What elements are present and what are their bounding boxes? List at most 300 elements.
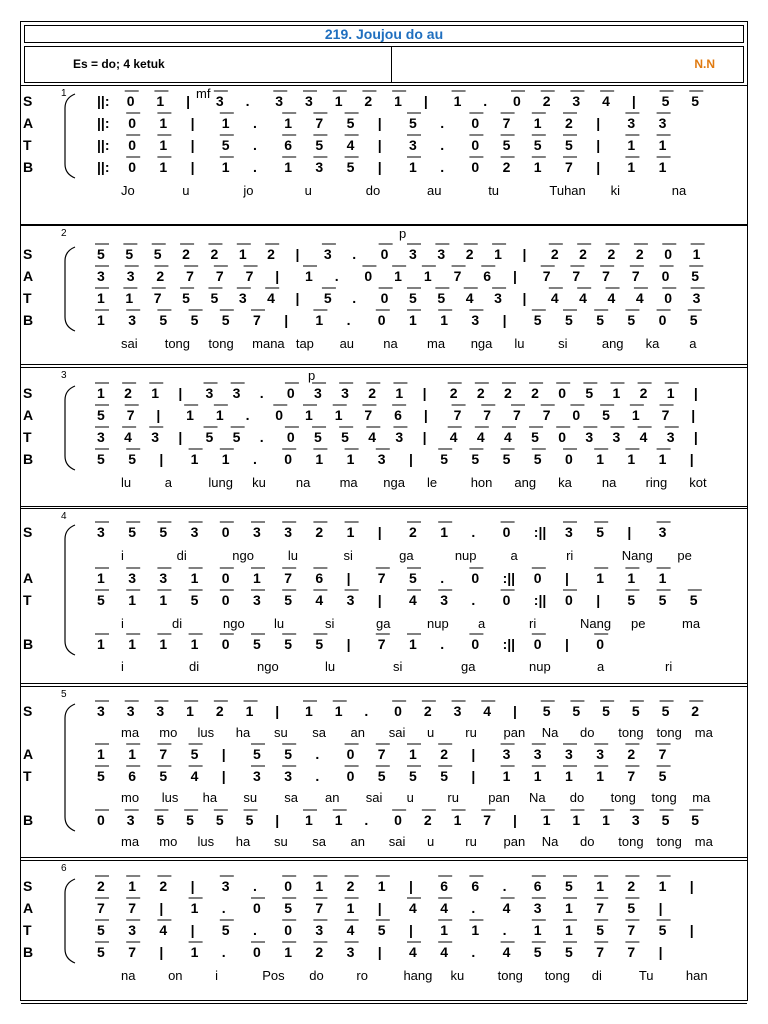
barline: |	[471, 746, 476, 762]
note: 1	[128, 592, 136, 608]
note: 7	[502, 115, 511, 131]
note: 0	[346, 746, 355, 762]
note: .	[334, 268, 339, 284]
note: 0	[97, 812, 105, 828]
note: 3	[658, 115, 667, 131]
note: 2	[267, 246, 275, 262]
lyric-syllable: di	[172, 616, 183, 631]
lyric-syllable: tong	[497, 968, 523, 983]
note: 3	[232, 385, 241, 401]
voice-label-b: B	[23, 812, 34, 828]
note: 4	[409, 900, 417, 916]
note: 1	[572, 812, 581, 828]
note: 3	[315, 159, 324, 175]
lyric-syllable: do	[580, 834, 595, 849]
note: 7	[377, 636, 386, 652]
note: 5	[531, 429, 539, 445]
note: 0	[558, 385, 567, 401]
note: 1	[156, 93, 165, 109]
note: 7	[661, 407, 670, 423]
brace	[65, 94, 75, 178]
note: .	[471, 524, 476, 540]
note: .	[259, 429, 264, 445]
note: 5	[221, 922, 230, 938]
note: 5	[346, 115, 355, 131]
barline: ||:	[97, 159, 110, 175]
note: .	[483, 93, 488, 109]
lyric-syllable: di	[189, 659, 200, 674]
note: 1	[377, 878, 386, 894]
lyric-syllable: ma	[692, 790, 711, 805]
voice-label-b: B	[23, 159, 34, 175]
lyric-syllable: do	[309, 968, 324, 983]
note: 1	[334, 93, 343, 109]
note: 2	[124, 385, 132, 401]
note: 3	[190, 524, 199, 540]
lyric-syllable: sai	[365, 790, 383, 805]
lyric-syllable: si	[343, 548, 353, 563]
lyric-syllable: tong	[164, 336, 191, 351]
system-notation	[21, 368, 747, 506]
note: 3	[585, 429, 594, 445]
note: 5	[658, 592, 667, 608]
barline: |	[565, 636, 569, 652]
lyric-syllable: sai	[388, 725, 406, 740]
note: 7	[658, 746, 667, 762]
barline: |	[190, 922, 195, 938]
barline: |	[423, 407, 428, 423]
note: 7	[153, 290, 162, 306]
note: 0	[286, 429, 295, 445]
note: 2	[423, 812, 432, 828]
note: 6	[440, 878, 448, 894]
note: .	[440, 115, 445, 131]
note: 1	[596, 878, 604, 894]
voice-label-s: S	[23, 524, 33, 540]
barline: ||:	[97, 93, 110, 109]
note: 5	[159, 768, 168, 784]
note: .	[352, 246, 357, 262]
note: 3	[238, 290, 247, 306]
lyric-syllable: ku	[252, 475, 266, 490]
note: .	[364, 703, 369, 719]
note: 7	[284, 570, 292, 586]
barline: |	[377, 944, 382, 960]
brace	[65, 704, 75, 831]
note: 1	[125, 290, 134, 306]
note: 5	[97, 944, 105, 960]
note: 1	[159, 159, 168, 175]
note: .	[253, 137, 257, 153]
note: 3	[128, 570, 136, 586]
note: 1	[305, 812, 313, 828]
lyric-syllable: hang	[403, 968, 433, 983]
note: 0	[565, 451, 573, 467]
note: 4	[635, 290, 644, 306]
lyric-syllable: lung	[208, 475, 234, 490]
lyric-syllable: pe	[631, 616, 646, 631]
lyric-syllable: ri	[566, 548, 574, 563]
barline: |	[423, 93, 428, 109]
note: 1	[692, 246, 701, 262]
note: 5	[232, 429, 241, 445]
note: 5	[471, 451, 480, 467]
lyric-syllable: sa	[284, 790, 298, 805]
note: 2	[364, 93, 373, 109]
note: 1	[409, 159, 417, 175]
note: 5	[314, 429, 322, 445]
lyric-syllable: si	[393, 659, 403, 674]
voice-label-t: T	[23, 922, 32, 938]
lyric-syllable: a	[478, 616, 486, 631]
note: 1	[151, 385, 160, 401]
lyric-syllable: u	[182, 183, 190, 198]
note: 7	[542, 268, 551, 284]
system-number: 6	[61, 863, 67, 874]
note: 1	[596, 451, 604, 467]
note: 3	[453, 703, 462, 719]
system-notation	[21, 861, 747, 1003]
note: 3	[471, 312, 480, 328]
barline: |	[689, 878, 694, 894]
lyric-syllable: ru	[447, 790, 459, 805]
note: 1	[627, 137, 636, 153]
note: 5	[627, 900, 636, 916]
note: 1	[159, 636, 168, 652]
note: 1	[602, 812, 610, 828]
note: 5	[689, 592, 698, 608]
lyric-syllable: tong	[544, 968, 571, 983]
note: 7	[215, 268, 224, 284]
note: 4	[346, 922, 355, 938]
note: 5	[284, 746, 292, 762]
note: 1	[542, 812, 551, 828]
lyric-syllable: ru	[465, 834, 477, 849]
note: 0	[128, 137, 136, 153]
note: 3	[128, 312, 136, 328]
lyric-syllable: a	[597, 659, 605, 674]
note: 2	[565, 115, 573, 131]
note: 0	[221, 524, 230, 540]
note: 2	[627, 746, 636, 762]
lyric-syllable: ka	[645, 336, 660, 351]
barline: |	[178, 385, 183, 401]
barline: |	[596, 592, 601, 608]
note: 1	[502, 768, 511, 784]
note: 3	[128, 922, 136, 938]
note: .	[471, 592, 476, 608]
lyric-syllable: di	[591, 968, 602, 983]
lyric-syllable: su	[274, 834, 288, 849]
note: 3	[221, 878, 230, 894]
barline: |	[565, 570, 569, 586]
barline: |	[221, 746, 226, 762]
note: 5	[315, 636, 324, 652]
barline: |	[159, 944, 164, 960]
note: 5	[409, 290, 417, 306]
note: 5	[565, 312, 573, 328]
lyric-syllable: sai	[121, 336, 138, 351]
note: 7	[627, 922, 636, 938]
note: 0	[221, 570, 230, 586]
song-info-row	[24, 46, 744, 83]
lyric-syllable: lus	[197, 725, 215, 740]
note: 3	[97, 429, 105, 445]
barline: |	[691, 407, 696, 423]
note: 2	[315, 524, 324, 540]
lyric-syllable: mo	[121, 790, 140, 805]
note: 7	[483, 812, 492, 828]
note: 3	[346, 944, 355, 960]
note: 4	[409, 944, 417, 960]
note: 2	[346, 878, 355, 894]
note: 4	[502, 900, 511, 916]
note: 3	[533, 900, 542, 916]
note: .	[471, 900, 476, 916]
note: 5	[596, 922, 604, 938]
note: 3	[631, 812, 640, 828]
note: 5	[440, 768, 448, 784]
note: 3	[658, 524, 667, 540]
note: 1	[627, 451, 636, 467]
composer: N.N	[694, 57, 715, 71]
brace	[65, 386, 75, 470]
note: 7	[128, 944, 136, 960]
lyric-syllable: ma	[339, 475, 358, 490]
note: 5	[315, 137, 324, 153]
voice-label-a: A	[23, 407, 34, 423]
barline: |	[221, 768, 226, 784]
note: 5	[658, 768, 667, 784]
lyric-syllable: nga	[383, 475, 405, 490]
note: 3	[253, 768, 261, 784]
lyric-syllable: tu	[488, 183, 500, 198]
note: 1	[97, 290, 105, 306]
note: 3	[253, 592, 261, 608]
barline: |	[190, 159, 195, 175]
note: 3	[97, 268, 105, 284]
note: 5	[502, 451, 511, 467]
note: 1	[596, 768, 604, 784]
note: 7	[126, 407, 135, 423]
note: 4	[449, 429, 458, 445]
note: 1	[565, 768, 573, 784]
note: 3	[377, 451, 386, 467]
note: 5	[661, 703, 670, 719]
barline: |	[513, 268, 517, 284]
lyric-syllable: Tuhan	[549, 183, 586, 198]
note: 4	[502, 944, 511, 960]
note: 2	[409, 524, 417, 540]
note: 7	[364, 407, 373, 423]
note: 0	[128, 159, 136, 175]
note: 1	[186, 703, 194, 719]
note: 1	[186, 407, 194, 423]
note: 3	[97, 703, 105, 719]
lyric-syllable: an	[350, 834, 365, 849]
note: 5	[205, 429, 214, 445]
dynamic-marking: mf	[196, 86, 211, 101]
note: 5	[190, 592, 199, 608]
barline: |	[377, 159, 382, 175]
note: .	[440, 137, 445, 153]
lyric-syllable: au	[339, 336, 355, 351]
note: 2	[315, 944, 324, 960]
note: 0	[380, 290, 389, 306]
note: 1	[221, 115, 230, 131]
note: 3	[572, 93, 581, 109]
barline: :||	[502, 636, 516, 652]
note: 5	[190, 746, 199, 762]
note: 7	[377, 746, 386, 762]
voice-label-s: S	[23, 246, 33, 262]
lyric-syllable: u	[304, 183, 312, 198]
note: 5	[97, 922, 105, 938]
note: .	[364, 812, 369, 828]
note: 1	[315, 312, 324, 328]
note: 0	[346, 768, 355, 784]
note: 1	[334, 812, 343, 828]
lyric-syllable: Na	[541, 834, 559, 849]
lyric-syllable: do	[580, 725, 595, 740]
note: 3	[253, 524, 261, 540]
note: 1	[284, 159, 292, 175]
note: .	[259, 385, 264, 401]
note: 1	[284, 944, 292, 960]
note: 5	[323, 290, 332, 306]
note: 2	[503, 385, 512, 401]
lyric-syllable: tap	[295, 336, 314, 351]
note: 5	[691, 93, 700, 109]
note: 1	[627, 570, 636, 586]
lyric-syllable: tong	[208, 336, 234, 351]
barline: :||	[533, 524, 547, 540]
note: 5	[284, 900, 292, 916]
system-5	[21, 686, 747, 858]
barline: |	[190, 878, 195, 894]
barline: |	[631, 93, 636, 109]
barline: |	[346, 636, 351, 652]
lyric-syllable: jo	[243, 183, 254, 198]
note: 0	[394, 703, 402, 719]
barline: |	[409, 878, 413, 894]
note: 1	[658, 137, 667, 153]
note: 3	[215, 93, 224, 109]
note: 1	[238, 246, 247, 262]
note: 1	[315, 878, 324, 894]
lyric-syllable: lus	[161, 790, 179, 805]
barline: |	[275, 703, 280, 719]
note: 2	[542, 93, 551, 109]
note: 3	[97, 524, 105, 540]
barline: |	[522, 246, 527, 262]
note: 3	[275, 93, 284, 109]
note: 5	[153, 246, 162, 262]
note: 3	[596, 746, 604, 762]
note: 0	[471, 570, 480, 586]
note: 4	[639, 429, 648, 445]
note: 3	[346, 592, 355, 608]
lyric-syllable: tong	[656, 834, 682, 849]
note: 5	[341, 429, 349, 445]
note: .	[440, 636, 445, 652]
note: 0	[221, 636, 230, 652]
note: 0	[471, 159, 480, 175]
note: 3	[502, 746, 511, 762]
note: 0	[572, 407, 581, 423]
note: 1	[346, 900, 355, 916]
lyric-syllable: tong	[656, 725, 682, 740]
note: 1	[305, 703, 313, 719]
note: 7	[513, 407, 521, 423]
system-notation	[21, 509, 747, 683]
note: 5	[627, 592, 636, 608]
note: 5	[215, 812, 224, 828]
note: 0	[394, 812, 402, 828]
note: 3	[315, 922, 324, 938]
note: 5	[253, 636, 261, 652]
note: .	[253, 451, 257, 467]
lyric-syllable: lu	[287, 548, 299, 563]
lyric-syllable: i	[121, 659, 124, 674]
note: 1	[97, 746, 105, 762]
barline: |	[596, 137, 601, 153]
note: 3	[323, 246, 332, 262]
note: 3	[440, 592, 448, 608]
lyric-syllable: i	[121, 548, 124, 563]
lyric-syllable: pan	[503, 725, 526, 740]
note: 5	[565, 944, 573, 960]
voice-label-a: A	[23, 115, 34, 131]
note: 7	[245, 268, 254, 284]
note: 4	[346, 137, 355, 153]
note: 1	[533, 922, 542, 938]
note: 1	[190, 944, 199, 960]
note: 5	[691, 268, 700, 284]
voice-label-t: T	[23, 768, 32, 784]
note: 3	[205, 385, 214, 401]
voice-label-b: B	[23, 312, 34, 328]
note: 2	[423, 703, 432, 719]
barline: |	[190, 137, 195, 153]
lyric-syllable: on	[168, 968, 183, 983]
barline: |	[377, 592, 382, 608]
voice-label-a: A	[23, 746, 34, 762]
brace	[65, 879, 75, 963]
note: 2	[607, 246, 616, 262]
note: 5	[602, 703, 610, 719]
lyric-syllable: ma	[427, 336, 446, 351]
note: 0	[275, 407, 284, 423]
note: 0	[286, 385, 295, 401]
note: 0	[221, 592, 230, 608]
lyric-syllable: ga	[399, 548, 414, 563]
barline: |	[377, 900, 382, 916]
lyric-syllable: lu	[325, 659, 336, 674]
lyric-syllable: lu	[121, 475, 132, 490]
note: 7	[253, 312, 261, 328]
system-notation	[21, 687, 747, 857]
note: .	[253, 115, 257, 131]
note: 0	[126, 93, 135, 109]
note: 5	[97, 246, 105, 262]
barline: |	[295, 246, 300, 262]
system-number: 4	[61, 511, 67, 522]
note: 5	[186, 812, 194, 828]
note: 3	[156, 703, 165, 719]
note: 5	[128, 451, 136, 467]
note: 1	[97, 385, 105, 401]
